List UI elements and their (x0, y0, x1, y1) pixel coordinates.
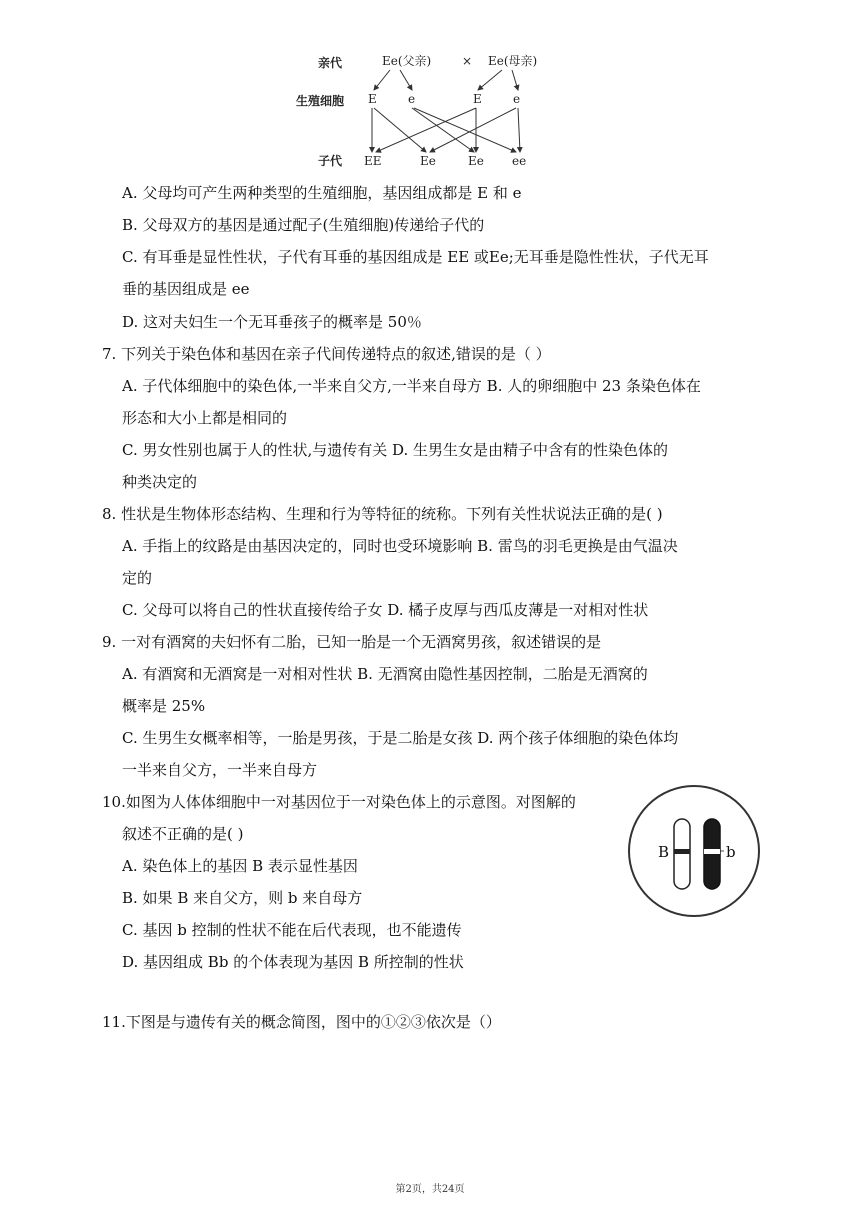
offspring-2: Ee (420, 154, 436, 168)
q8-options-ab-line1: A. 手指上的纹路是由基因决定的，同时也受环境影响 B. 雷鸟的羽毛更换是由气温决 (122, 537, 678, 555)
q8-stem: 8. 性状是生物体形态结构、生理和行为等特征的统称。下列有关性状说法正确的是( ) (102, 505, 663, 523)
q6-option-a: A. 父母均可产生两种类型的生殖细胞，基因组成都是 E 和 e (122, 184, 522, 202)
gamete-mother-e: e (513, 92, 521, 106)
q8-options-cd: C. 父母可以将自己的性状直接传给子女 D. 橘子皮厚与西瓜皮薄是一对相对性状 (122, 601, 649, 619)
q7-options-cd-line1: C. 男女性别也属于人的性状,与遗传有关 D. 生男生女是由精子中含有的性染色体的 (122, 441, 669, 459)
page-number-footer: 第2页，共24页 (395, 1184, 465, 1195)
row-label-cells: 生殖细胞 (296, 94, 345, 108)
gene-label-B: B (658, 843, 670, 861)
q6-option-c-line2: 垂的基因组成是 ee (122, 280, 250, 298)
father-genotype: Ee(父亲) (382, 54, 432, 68)
gene-label-b: b (726, 843, 736, 861)
q10-stem-line1: 10.如图为人体体细胞中一对基因位于一对染色体上的示意图。对图解的 (102, 793, 576, 811)
q9-stem: 9. 一对有酒窝的夫妇怀有二胎，已知一胎是一个无酒窝男孩，叙述错误的是 (102, 633, 602, 651)
q7-options-cd-line2: 种类决定的 (122, 473, 198, 491)
row-label-parent: 亲代 (318, 56, 343, 70)
q6-option-b: B. 父母双方的基因是通过配子(生殖细胞)传递给子代的 (122, 216, 485, 234)
cross-symbol: × (462, 54, 473, 68)
offspring-1: EE (364, 154, 382, 168)
gamete-father-E: E (368, 92, 377, 106)
chromosome-drawing (630, 787, 758, 915)
q10-stem-line2: 叙述不正确的是( ) (122, 825, 244, 843)
gamete-father-e: e (408, 92, 416, 106)
chromosome-pair-figure (628, 785, 760, 917)
row-label-offspring: 子代 (318, 154, 343, 168)
q8-options-ab-line2: 定的 (122, 569, 153, 587)
gamete-mother-E: E (473, 92, 482, 106)
q9-options-ab-line1: A. 有酒窝和无酒窝是一对相对性状 B. 无酒窝由隐性基因控制，二胎是无酒窝的 (122, 665, 648, 683)
q6-option-c-line1: C. 有耳垂是显性性状，子代有耳垂的基因组成是 EE 或Ee;无耳垂是隐性性状，子代无耳 (122, 248, 709, 266)
q10-option-b: B. 如果 B 来自父方，则 b 来自母方 (122, 889, 363, 907)
q11-stem: 11.下图是与遗传有关的概念简图，图中的①②③依次是（） (102, 1013, 501, 1031)
q10-option-c: C. 基因 b 控制的性状不能在后代表现，也不能遗传 (122, 921, 462, 939)
q10-option-d: D. 基因组成 Bb 的个体表现为基因 B 所控制的性状 (122, 953, 464, 971)
q7-stem: 7. 下列关于染色体和基因在亲子代间传递特点的叙述,错误的是（ ） (102, 345, 551, 363)
q9-options-ab-line2: 概率是 25% (122, 697, 206, 715)
q10-option-a: A. 染色体上的基因 B 表示显性基因 (122, 857, 358, 875)
q9-options-cd-line2: 一半来自父方，一半来自母方 (122, 761, 318, 779)
mother-genotype: Ee(母亲) (488, 54, 538, 68)
offspring-3: Ee (468, 154, 484, 168)
cross-arrows (290, 44, 550, 174)
genetic-cross-diagram (290, 44, 550, 174)
q6-option-d: D. 这对夫妇生一个无耳垂孩子的概率是 50％ (122, 313, 422, 331)
offspring-4: ee (512, 154, 527, 168)
q7-options-ab-line2: 形态和大小上都是相同的 (122, 409, 288, 427)
q7-options-ab-line1: A. 子代体细胞中的染色体,一半来自父方,一半来自母方 B. 人的卵细胞中 23 条染色体在 (122, 377, 701, 395)
q9-options-cd-line1: C. 生男生女概率相等，一胎是男孩，于是二胎是女孩 D. 两个孩子体细胞的染色体均 (122, 729, 679, 747)
